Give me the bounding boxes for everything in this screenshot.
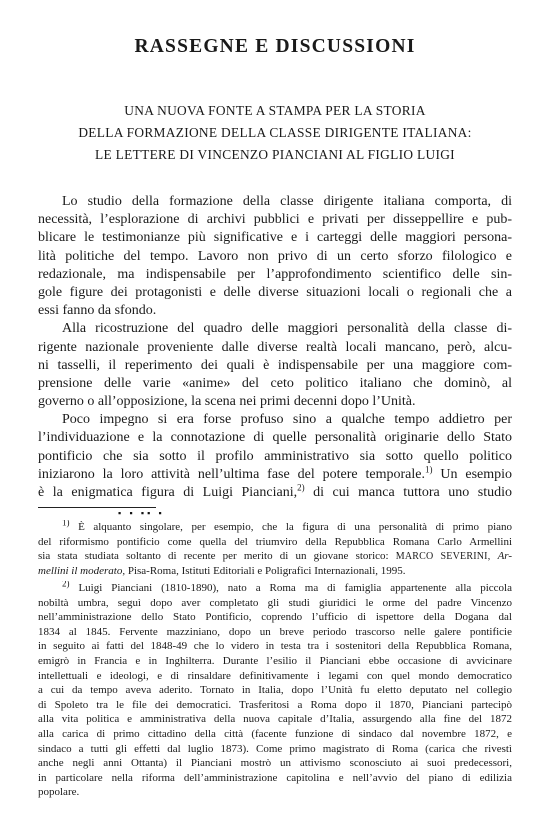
ink-smudge: ▪ ▪ ▪▪ ▪ [118,508,165,518]
body-line-segment: di cui manca tuttora uno studio [313,485,512,500]
footnote-line: anche negli anni Ottanta) il Pianciani mostrò un attivismo sconosciuto ai suoi predecessori, [38,757,512,770]
body-line: Poco impegno si era forse profuso sino a qualche tempo addietro per [62,412,512,428]
footnote-line: alla carica di primo cittadino della città (facente funzione di sindaco dal novembre 1872, e [38,727,512,740]
footnote-line: nell’amministrazione dello Stato Pontificio, coprendo l’ufficio di ispettore della Dogana dal [38,611,512,624]
footnote-line: alla vita politica e amministrativa della nuova capitale d’Italia, assurgendo alla fine del 1872 [38,713,512,726]
article-title-line: DELLA FORMAZIONE DELLA CLASSE DIRIGENTE ITALIANA: [78,125,472,140]
body-line: blicare le testimonianze più significative e i carteggi delle maggiori persona- [38,230,512,246]
body-line: redazionale, ma indispensabile per l’approfondimento scientifico delle sin- [38,266,512,282]
body-line-segment: Un esempio [440,466,512,482]
footnote-2 [38,581,512,800]
footnote-line-segment: sia stata studiata soltanto di recente per merito di un giovane storico: [38,550,389,563]
body-line: pontificio che sia sotto il profilo amministrativo sia sotto quello politico [38,448,512,464]
book-title: Ar- [497,550,512,563]
section-title: RASSEGNE E DISCUSSIONI [134,36,416,57]
footnote-line: in seguito ai fatti del 1848-49 che lo videro in testa tra i sostenitori della Repubblica Romana, [38,640,512,653]
footnote-line [38,581,512,596]
body-line-segment: iniziarono la loro attività nell’ultima fase del potere temporale. [38,466,425,482]
article-title-line: LE LETTERE DI VINCENZO PIANCIANI AL FIGLIO LUIGI [95,147,455,162]
article-title [0,100,550,166]
footnote-line: 1834 al 1845. Fervente mazziniano, dopo un breve periodo trascorso nelle galere pontificie [38,625,512,638]
author-name: MARCO SEVERINI, [395,551,491,563]
body-line: gole figure dei protagonisti e delle diverse situazioni locali o regionali che a [38,284,512,300]
footnote-line: in particolare nella riforma dell’amministrazione capitolina e nell’avvio del piano di edilizia [38,771,512,784]
footnote-line: emigrò in Francia e in Inghilterra. Durante l’esilio il Pianciani ebbe occasione di avvicinare [38,654,512,667]
footnote-ref[interactable]: 1) [424,465,433,475]
body-line [38,466,512,484]
article-title-line: UNA NUOVA FONTE A STAMPA PER LA STORIA [124,103,426,118]
body-line [38,484,512,502]
footnote-line-segment: È alquanto singolare, per esempio, che la figura di una personalità di primo piano [78,521,512,533]
footnote-line-segment: Luigi Pianciani (1810-1890), nato a Roma ma di famiglia appartenente alla piccola [78,582,512,594]
footnote-line: di Spoleto tra le file dei democratici. Trasferitosi a Roma dopo il 1870, Pianciani partecipò [38,698,512,711]
footnote-line [38,549,512,564]
body-line: Alla ricostruzione del quadro delle maggiori personalità della classe di- [62,321,512,337]
footnote-ref[interactable]: 2) [297,484,305,493]
body-line-segment: è la enigmatica figura di Luigi Pianciani, [38,485,298,500]
footnote-line: sindaco a tutti gli effetti dal luglio 1873). Come primo magistrato di Roma (carica che rivestì [38,742,512,755]
footnote-mark: 2) [62,581,70,589]
body-line: rigente nazionale proveniente dalle diverse realtà locali mancano, però, alcu- [38,339,512,355]
body-text [38,193,512,502]
footnote-line: popolare. [38,786,80,799]
footnote-1 [38,520,512,578]
footnote-line [38,564,512,579]
book-title: mellini il moderato, [38,564,126,577]
body-line: lità politiche del tempo. Lavoro non privo di un certo sforzo filologico e [38,248,512,264]
footnote-mark: 1) [62,520,70,528]
footnote-line [38,520,512,535]
body-line: essi fanno da sfondo. [38,303,157,319]
body-line: necessità, l’esplorazione di archivi pubblici e privati per disseppellire e pub- [38,212,512,228]
footnote-line: a cui da tempo aveva aderito. Tornato in Italia, dopo l’Unità fu eletto deputato nel collegio [38,684,512,697]
footnote-line: nobiltà umbra, seguì dopo aver completato gli studi giuridici le orme del padre Vincenzo [38,596,512,609]
body-line: Lo studio della formazione della classe dirigente italiana comporta, di [62,194,512,209]
footnote-line: del riformismo pontificio come quella del triumviro della Repubblica Romana Carlo Armellini [38,535,512,548]
body-line: prensione delle varie «anime» del ceto politico italiano che dominò, al [38,375,512,391]
body-line: l’individuazione e la connotazione di quelle personalità originarie dello Stato [38,430,512,446]
body-line: ni tasselli, il reperimento dei quali è indispensabile per una maggiore com- [38,357,512,373]
footnote-line: intellettuali e ideologi, e di rinsaldare definitivamente i legami con quel mondo democratico [38,669,512,682]
body-line: governo o all’opposizione, la scena nei primi decenni dopo l’Unità. [38,394,416,410]
footnote-line-segment: Pisa-Roma, Istituti Editoriali e Poligrafici Internazionali, 1995. [127,564,406,577]
